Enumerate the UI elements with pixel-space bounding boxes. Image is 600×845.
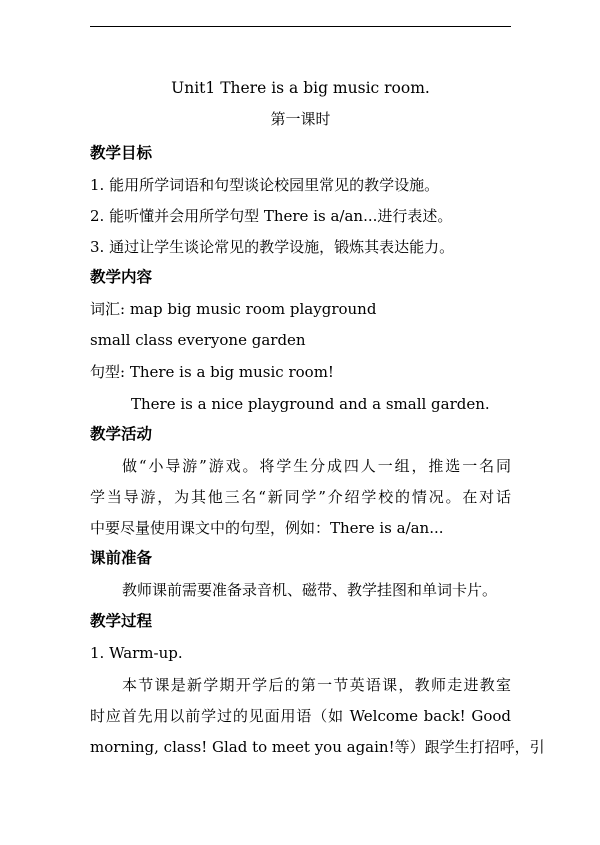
pattern-line-1: 句型: There is a big music room! <box>90 363 334 381</box>
goal-item-2: 2. 能听懂并会用所学句型 There is a/an...进行表述。 <box>90 207 453 225</box>
heading-prep: 课前准备 <box>90 549 153 567</box>
vocab-line-2: small class everyone garden <box>90 331 306 349</box>
process-line-3: morning, class! Glad to meet you again!等）跟学生打招呼，引 <box>90 738 545 756</box>
header-rule <box>90 26 511 27</box>
process-line-1: 本节课是新学期开学后的第一节英语课，教师走进教室 <box>122 676 511 694</box>
activity-line-2: 学当导游，为其他三名“新同学”介绍学校的情况。在对话 <box>90 488 511 506</box>
activity-line-1: 做“小导游”游戏。将学生分成四人一组，推选一名同 <box>122 457 511 475</box>
heading-content: 教学内容 <box>90 268 153 286</box>
heading-activity: 教学活动 <box>90 425 153 443</box>
goal-item-1: 1. 能用所学词语和句型谈论校园里常见的教学设施。 <box>90 176 440 194</box>
document-subtitle: 第一课时 <box>270 110 331 128</box>
goal-item-3: 3. 通过让学生谈论常见的教学设施，锻炼其表达能力。 <box>90 238 455 256</box>
vocab-line-1: 词汇: map big music room playground <box>90 300 377 318</box>
document-title: Unit1 There is a big music room. <box>171 79 430 97</box>
pattern-line-2: There is a nice playground and a small garden. <box>131 395 490 413</box>
process-step-1: 1. Warm-up. <box>90 644 183 662</box>
process-line-2: 时应首先用以前学过的见面用语（如 Welcome back! Good <box>90 707 511 725</box>
heading-goals: 教学目标 <box>90 144 153 162</box>
prep-text: 教师课前需要准备录音机、磁带、教学挂图和单词卡片。 <box>122 581 498 599</box>
heading-process: 教学过程 <box>90 612 153 630</box>
activity-line-3: 中要尽量使用课文中的句型，例如：There is a/an... <box>90 519 444 537</box>
